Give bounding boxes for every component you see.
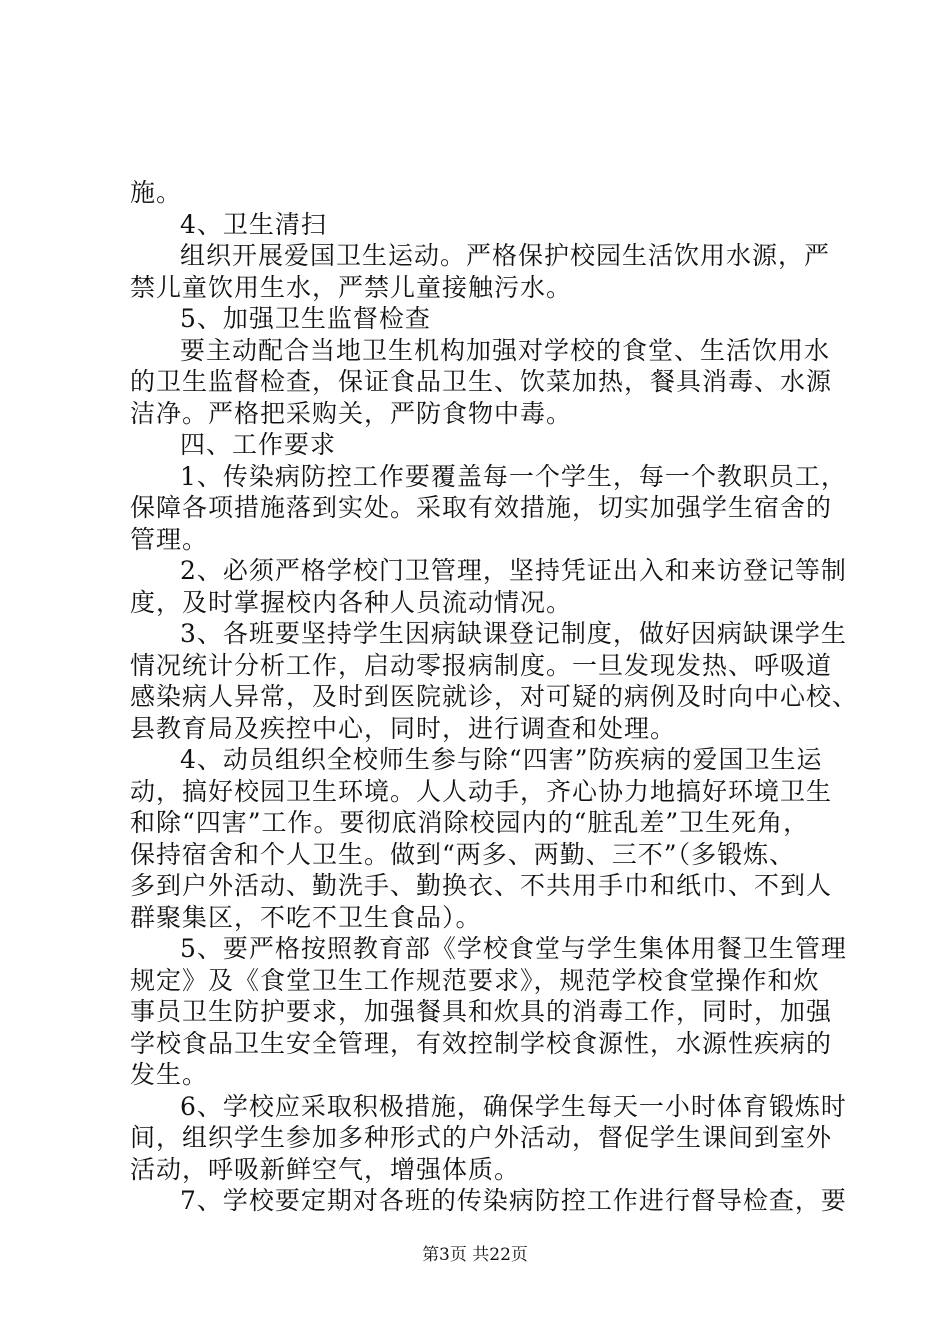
text-line: 6、学校应采取积极措施，确保学生每天一小时体育锻炼时 — [180, 1091, 847, 1121]
text-line: 事员卫生防护要求，加强餐具和炊具的消毒工作，同时，加强 — [130, 997, 833, 1026]
text-line: 间，组织学生参加多种形式的户外活动，督促学生课间到室外 — [130, 1123, 833, 1152]
section-heading: 四、工作要求 — [180, 430, 337, 459]
page-number-footer: 第3页 共22页 — [422, 1245, 528, 1265]
section-heading: 4、卫生清扫 — [180, 209, 327, 239]
text-line: 管理。 — [130, 524, 209, 554]
text-line: 保障各项措施落到实处。采取有效措施，切实加强学生宿舍的 — [130, 493, 833, 522]
section-heading: 5、加强卫生监督检查 — [180, 304, 431, 333]
text-line: 2、必须严格学校门卫管理，坚持凭证出入和来访登记等制 — [180, 556, 847, 585]
text-line: 洁净。严格把采购关，严防食物中毒。 — [130, 398, 573, 428]
text-line: 和除“四害”工作。要彻底消除校园内的“脏乱差”卫生死角， — [130, 808, 810, 837]
text-line: 学校食品卫生安全管理，有效控制学校食源性，水源性疾病的 — [130, 1028, 833, 1058]
text-line: 多到户外活动、勤洗手、勤换衣、不共用手巾和纸巾、不到人 — [130, 871, 833, 900]
text-line: 动，搞好校园卫生环境。人人动手，齐心协力地搞好环境卫生 — [130, 776, 833, 806]
text-line: 施。 — [130, 178, 183, 207]
text-line: 群聚集区，不吃不卫生食品）。 — [130, 902, 482, 932]
text-line: 感染病人异常，及时到医院就诊，对可疑的病例及时向中心校、 — [130, 682, 859, 711]
text-line: 度，及时掌握校内各种人员流动情况。 — [130, 587, 573, 617]
text-line: 1、传染病防控工作要覆盖每一个学生，每一个教职员工， — [180, 461, 847, 491]
text-line: 规定》及《食堂卫生工作规范要求》，规范学校食堂操作和炊 — [130, 965, 820, 995]
text-line: 保持宿舍和个人卫生。做到“两多、两勤、三不”（多锻炼、 — [130, 839, 796, 869]
text-line: 发生。 — [130, 1060, 209, 1089]
text-line: 的卫生监督检查，保证食品卫生、饮菜加热，餐具消毒、水源 — [130, 367, 833, 396]
text-line: 活动，呼吸新鲜空气，增强体质。 — [130, 1154, 521, 1184]
text-line: 5、要严格按照教育部《学校食堂与学生集体用餐卫生管理 — [180, 934, 847, 963]
text-line: 3、各班要坚持学生因病缺课登记制度，做好因病缺课学生 — [180, 619, 847, 648]
text-line: 要主动配合当地卫生机构加强对学校的食堂、生活饮用水 — [180, 335, 831, 365]
text-line: 7、学校要定期对各班的传染病防控工作进行督导检查，要 — [180, 1186, 847, 1215]
text-line: 情况统计分析工作，启动零报病制度。一旦发现发热、呼吸道 — [130, 650, 833, 680]
text-line: 组织开展爱国卫生运动。严格保护校园生活饮用水源，严 — [180, 241, 831, 270]
text-line: 4、动员组织全校师生参与除“四害”防疾病的爱国卫生运 — [180, 745, 823, 774]
text-line: 禁儿童饮用生水，严禁儿童接触污水。 — [130, 272, 573, 302]
text-line: 县教育局及疾控中心，同时，进行调查和处理。 — [130, 713, 677, 743]
